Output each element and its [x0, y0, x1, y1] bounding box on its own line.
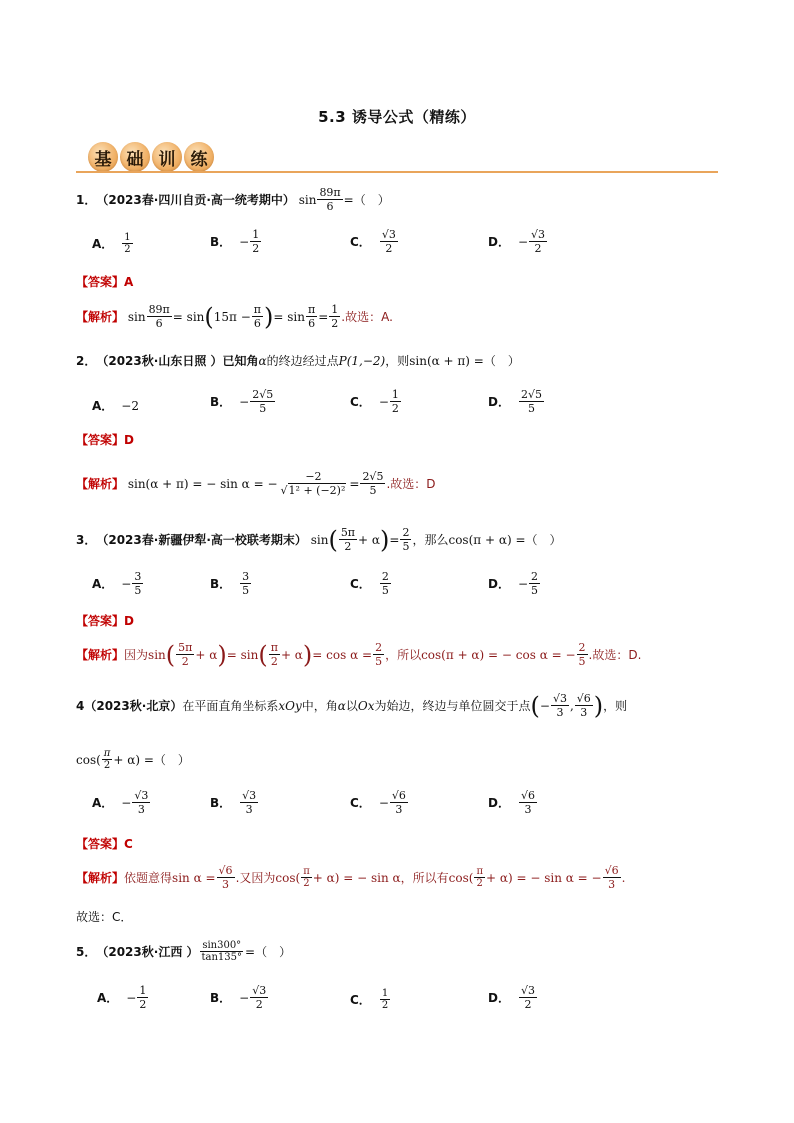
question-number: 3．	[76, 533, 97, 547]
option-c: C． − $\frac{√6}{3}$	[350, 789, 406, 816]
section-badge: 基	[88, 142, 118, 172]
answer-3: 【答案】 D	[76, 613, 134, 628]
section-badge: 础	[120, 142, 150, 172]
option-a: A． − $\frac{√3}{3}$	[92, 789, 149, 816]
question-source: （2023春·四川自贡·高一统考期中）	[96, 193, 295, 207]
question-source: （2023秋·北京）	[84, 699, 183, 713]
question-4-stem: cos( $\frac{\pi}{2}$ + α) = （ ）	[76, 748, 190, 771]
question-2: 2． （2023秋·山东日照 ）已知角 α 的终边经过点 P(1,−2) ，则 sin(α + π) = （ ）	[76, 353, 520, 368]
option-a: A． − $\frac{3}{5}$	[92, 570, 142, 597]
section-badge: 训	[152, 142, 182, 172]
option-a: A． $\frac{1}{2}$	[92, 232, 131, 255]
stem-numerator: 89π	[319, 186, 341, 199]
option-a: A． − $\frac{1}{2}$	[97, 984, 147, 1011]
answer-blank: （ ）	[353, 193, 390, 207]
analysis-3: 【解析】 因为 sin ( $\frac{5\pi}{2}$ + α ) = sin ( $\frac{\pi}{2}$ + α ) = cos α = $\frac{2}{5}$ ，所以 cos(π + α) = − cos α = − $\frac{2}{5}$ .故选：D.	[76, 640, 642, 669]
question-number: 4	[76, 698, 85, 713]
option-d: D． $\frac{√6}{3}$	[488, 789, 535, 816]
analysis-1: 【解析】 sin $\frac{89\pi}{6}$ = sin ( 15π − $\frac{\pi}{6}$ ) = sin $\frac{\pi}{6}$ = $\frac{1}{2}$ .故选：A.	[76, 302, 393, 331]
option-c: C． $\frac{2}{5}$	[350, 570, 389, 597]
option-d: D． $\frac{√3}{2}$	[488, 984, 535, 1011]
answer-1: 【答案】 A	[76, 274, 134, 289]
option-c: C． − $\frac{1}{2}$	[350, 388, 399, 415]
analysis-4-conclusion: 故选：C．	[76, 910, 133, 924]
answer-4: 【答案】 C	[76, 836, 133, 851]
section-header	[76, 140, 718, 176]
section-badges	[88, 142, 214, 172]
option-b: B． $\frac{3}{5}$	[210, 570, 250, 597]
stem-denominator: 6	[326, 200, 334, 213]
option-d: D． − $\frac{2}{5}$	[488, 570, 539, 597]
question-5: 5． （2023秋·江西 ） $\frac{\sin 300^\circ}{\tan 135^\circ}$ = （ ）	[76, 940, 292, 963]
question-source: （2023秋·山东日照 ）已知角	[96, 354, 259, 368]
option-b: B． − $\frac{2√5}{5}$	[210, 388, 274, 415]
option-b: B． $\frac{√3}{3}$	[210, 789, 257, 816]
page-title: 5.3 诱导公式（精练）	[318, 108, 476, 126]
question-number: 5．	[76, 945, 97, 959]
analysis-4: 【解析】 依题意得 sin α = $\frac{√6}{3}$ .又因为 cos( $\frac{\pi}{2}$ + α) = − sin α ，所以有 cos( $\frac{\pi}{2}$ + α) = − sin α = − $\frac{√6}{3}$ .	[76, 864, 626, 891]
question-4: 4 （2023秋·北京） 在平面直角坐标系 xOy 中，角 α 以 Ox 为始边，终边与单位圆交于点 ( − $\frac{√3}{3}$ , $\frac{√6}{3}$ ) ，则	[76, 691, 628, 720]
option-a: A． −2	[92, 398, 139, 413]
equals-sign: =	[343, 192, 354, 207]
question-3: 3． （2023春·新疆伊犁·高一校联考期末） sin ( $\frac{5\pi}{2}$ + α ) = $\frac{2}{5}$ ，那么 cos(π + α) = （ ）	[76, 525, 562, 554]
analysis-2: 【解析】 sin(α + π) = − sin α = − $\frac{-2}{\text{√1² + (−2)²}}$ = $\frac{2√5}{5}$ .故选：D	[76, 470, 436, 497]
option-b: B． − $\frac{√3}{2}$	[210, 984, 267, 1011]
question-1: 1． （2023春·四川自贡·高一统考期中） sin $\frac{89\pi}{6}$ = （ ）	[76, 186, 390, 213]
option-c: C． $\frac{√3}{2}$	[350, 228, 396, 255]
question-number: 1．	[76, 193, 97, 207]
section-divider	[76, 171, 718, 173]
option-c: C． $\frac{1}{2}$	[350, 988, 389, 1011]
answer-2: 【答案】 D	[76, 432, 134, 447]
question-number: 2．	[76, 354, 97, 368]
question-source: （2023秋·江西 ）	[96, 945, 199, 959]
question-source: （2023春·新疆伊犁·高一校联考期末）	[96, 533, 307, 547]
point-p: P(1,−2)	[338, 353, 386, 368]
option-b: B． − $\frac{1}{2}$	[210, 228, 260, 255]
option-d: D． $\frac{2√5}{5}$	[488, 388, 542, 415]
option-d: D． − $\frac{√3}{2}$	[488, 228, 546, 255]
section-badge: 练	[184, 142, 214, 172]
